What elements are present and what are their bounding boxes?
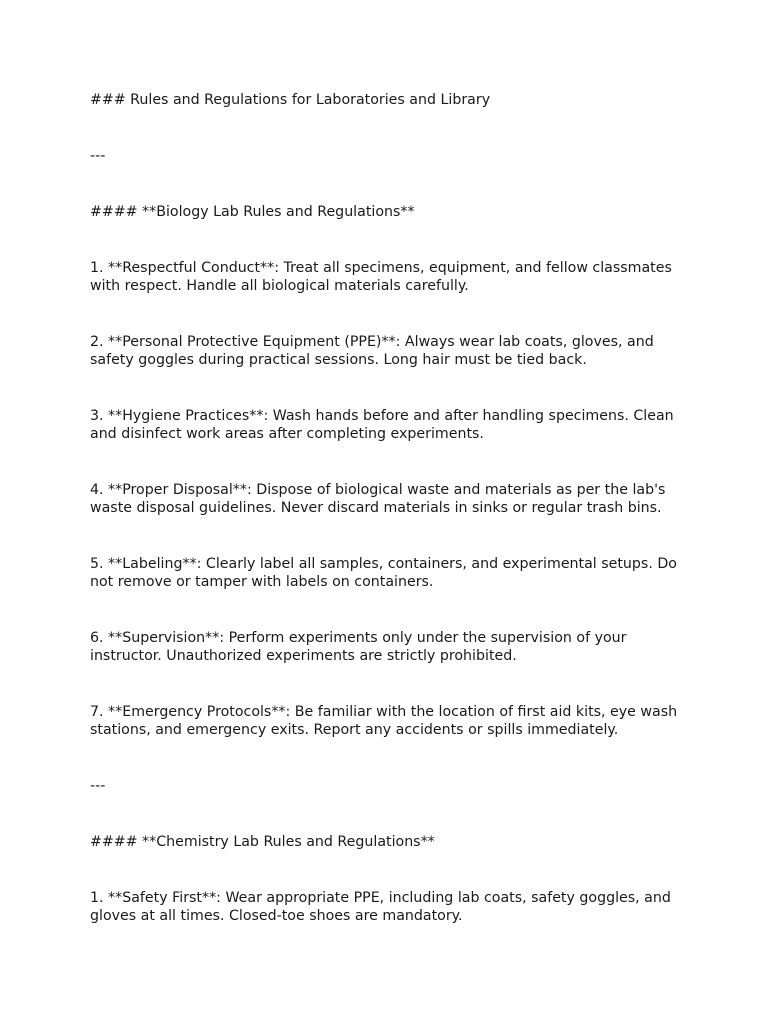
document-title: ### Rules and Regulations for Laboratories and Library — [90, 92, 491, 108]
biology-heading: #### **Biology Lab Rules and Regulations** — [90, 204, 415, 220]
biology-rule-7: 7. **Emergency Protocols**: Be familiar with the location of first aid kits, eye wash stations, and emergency exits. Report any accidents or spills immediately. — [90, 704, 678, 738]
separator: --- — [90, 778, 106, 794]
chemistry-rule-1: 1. **Safety First**: Wear appropriate PPE, including lab coats, safety goggles, and gloves at all times. Closed-toe shoes are mandatory. — [90, 890, 671, 924]
chemistry-heading: #### **Chemistry Lab Rules and Regulations** — [90, 834, 435, 850]
separator: --- — [90, 148, 106, 164]
document-body — [90, 91, 680, 925]
biology-rule-6: 6. **Supervision**: Perform experiments only under the supervision of your instructor. Unauthorized experiments are strictly prohibited. — [90, 630, 627, 664]
biology-rule-1: 1. **Respectful Conduct**: Treat all specimens, equipment, and fellow classmates with respect. Handle all biological materials carefully. — [90, 260, 672, 294]
biology-rule-3: 3. **Hygiene Practices**: Wash hands before and after handling specimens. Clean and disinfect work areas after completing experiments. — [90, 408, 674, 442]
biology-rule-5: 5. **Labeling**: Clearly label all samples, containers, and experimental setups. Do not remove or tamper with labels on containers. — [90, 556, 677, 590]
biology-rule-2: 2. **Personal Protective Equipment (PPE)**: Always wear lab coats, gloves, and safety goggles during practical sessions. Long hair must be tied back. — [90, 334, 654, 368]
biology-rule-4: 4. **Proper Disposal**: Dispose of biological waste and materials as per the lab's waste disposal guidelines. Never discard materials in sinks or regular trash bins. — [90, 482, 666, 516]
